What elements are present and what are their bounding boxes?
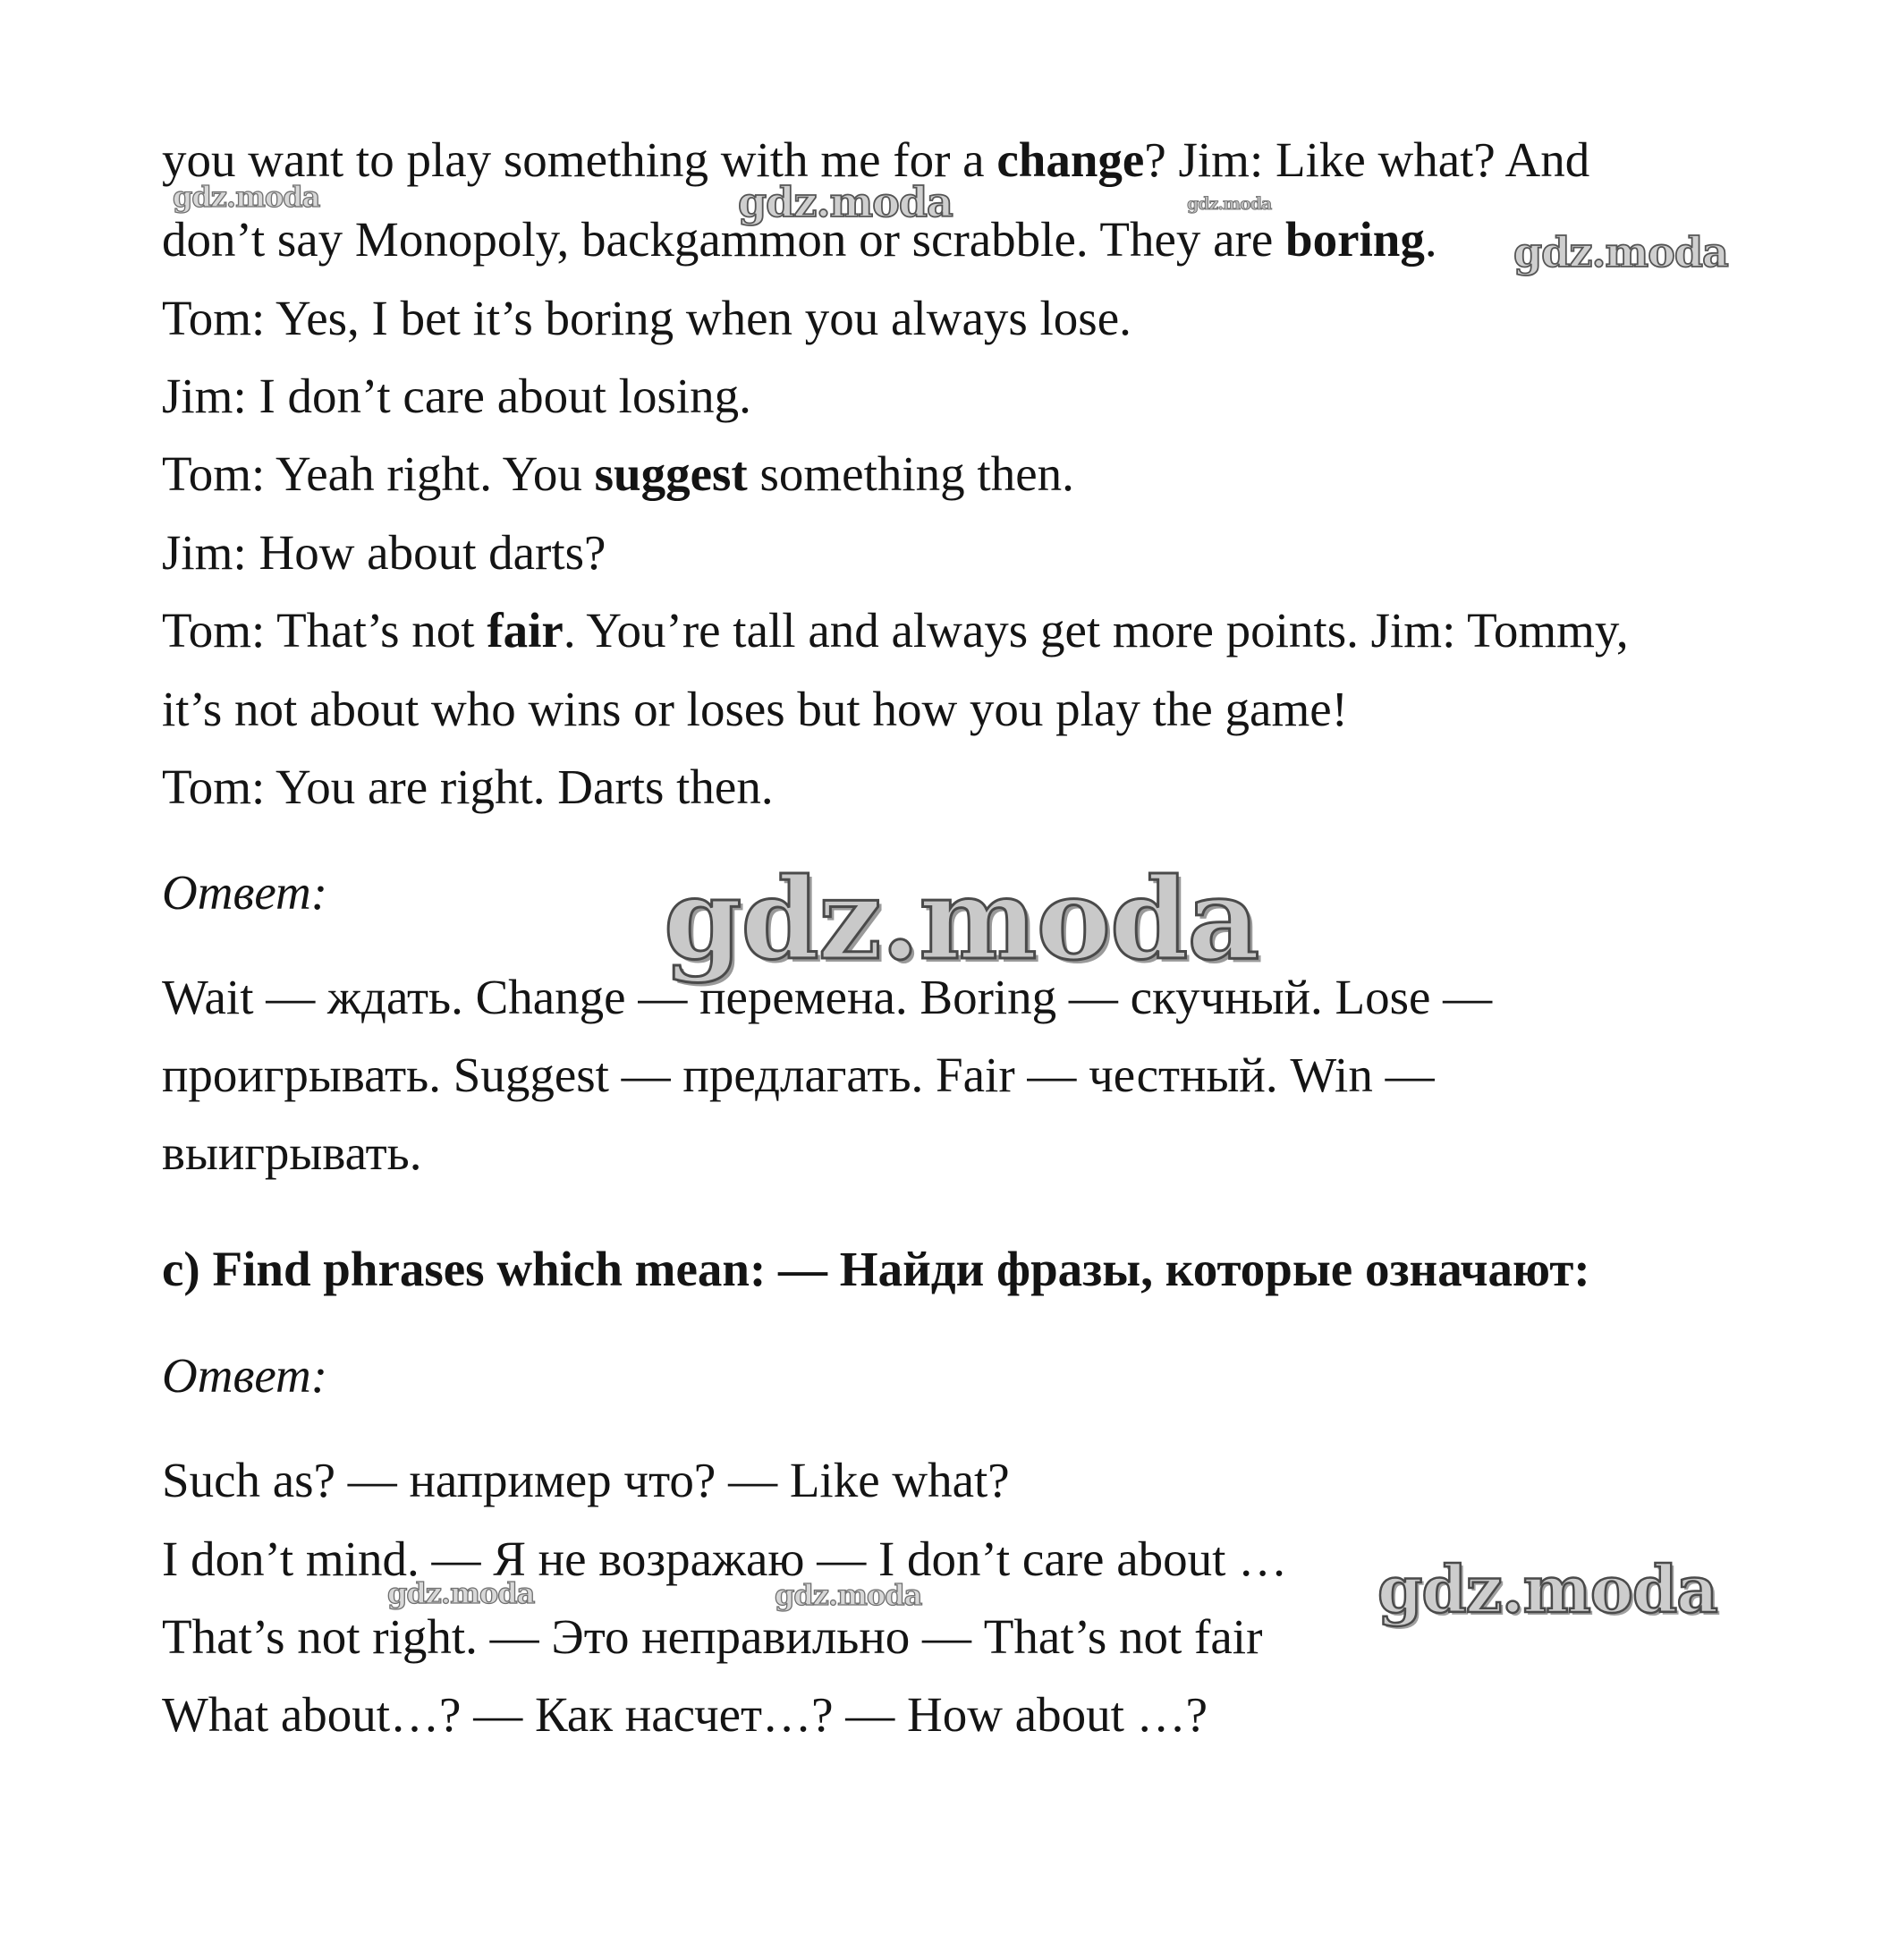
keyword-suggest: suggest: [594, 446, 748, 501]
answer-label: Ответ:: [162, 865, 328, 920]
text-segment: ? Jim: Like what? And: [1144, 132, 1590, 187]
text-segment: .: [1424, 212, 1437, 267]
text-segment: Tom: That’s not: [162, 603, 487, 658]
watermark: gdz.moda: [738, 178, 953, 226]
dialogue-line-7: [162, 603, 1629, 658]
watermark: gdz.moda: [1377, 1551, 1717, 1627]
text-segment: . You’re tall and always get more points. Jim: Tommy,: [563, 603, 1629, 658]
phrase-line-1: Such as? — например что? — Like what?: [162, 1453, 1010, 1507]
dialogue-line-1: [162, 132, 1590, 187]
keyword-fair: fair: [487, 603, 564, 658]
phrase-line-4: What about…? — Как насчет…? — How about …?: [162, 1687, 1208, 1742]
dialogue-line-8: it’s not about who wins or loses but how you play the game!: [162, 682, 1348, 736]
keyword-boring: boring: [1285, 212, 1425, 267]
watermark: gdz.moda: [387, 1576, 535, 1610]
answer-line-1: Wait — ждать. Change — перемена. Boring — скучный. Lose —: [162, 970, 1493, 1024]
watermark: gdz.moda: [775, 1578, 922, 1612]
watermark: gdz.moda: [664, 854, 1259, 985]
task-heading: с) Find phrases which mean: — Найди фразы, которые означают:: [162, 1242, 1590, 1296]
text-segment: something then.: [747, 446, 1074, 501]
text-segment: you want to play something with me for a: [162, 132, 997, 187]
answer-line-2: проигрывать. Suggest — предлагать. Fair — честный. Win —: [162, 1048, 1435, 1102]
dialogue-line-9: Tom: You are right. Darts then.: [162, 759, 774, 814]
text-segment: Tom: Yeah right. You: [162, 446, 595, 501]
answer-label: Ответ:: [162, 1348, 328, 1403]
watermark: gdz.moda: [173, 180, 320, 214]
dialogue-line-3: Tom: Yes, I bet it’s boring when you always lose.: [162, 291, 1131, 345]
dialogue-line-5: [162, 446, 1074, 501]
dialogue-line-4: Jim: I don’t care about losing.: [162, 369, 751, 423]
phrase-line-3: That’s not right. — Это неправильно — That’s not fair: [162, 1609, 1263, 1664]
watermark: gdz.moda: [1187, 194, 1272, 214]
text-segment: don’t say Monopoly, backgammon or scrabble. They are: [162, 212, 1286, 267]
answer-line-3: выигрывать.: [162, 1125, 422, 1180]
keyword-change: change: [996, 132, 1145, 187]
dialogue-line-6: Jim: How about darts?: [162, 525, 606, 580]
watermark: gdz.moda: [1513, 228, 1728, 276]
phrase-line-2: I don’t mind. — Я не возражаю — I don’t care about …: [162, 1532, 1288, 1586]
